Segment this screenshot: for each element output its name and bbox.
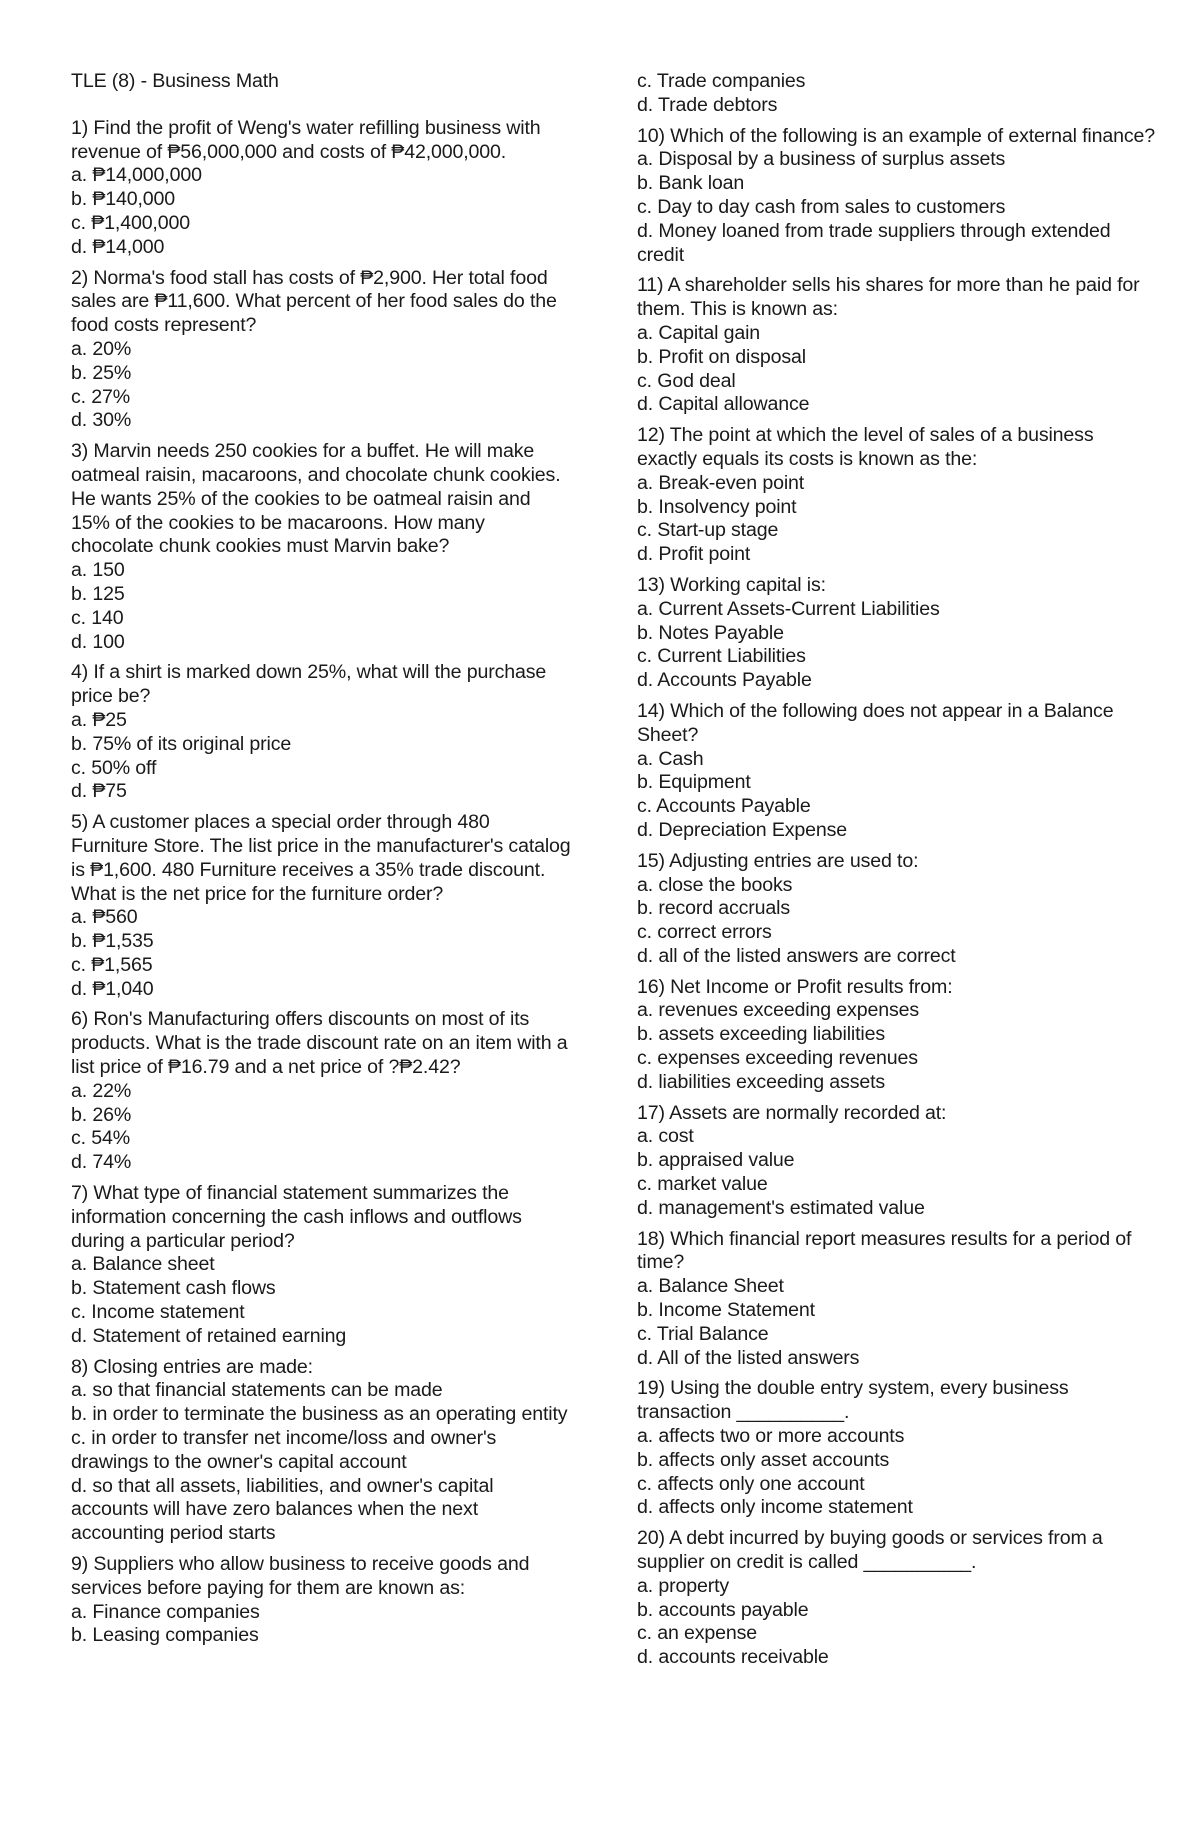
question-block — [71, 440, 571, 654]
answer-option: a. 20% — [71, 337, 132, 360]
answer-option: b. Profit on disposal — [637, 345, 806, 368]
answer-option: d. management's estimated value — [637, 1196, 925, 1219]
question-text: 18) Which financial report measures results for a period of time? — [637, 1227, 1132, 1274]
question-block — [637, 1228, 1157, 1371]
answer-option: b. 75% of its original price — [71, 732, 292, 755]
answer-option: b. record accruals — [637, 897, 791, 920]
answer-option: b. 26% — [71, 1103, 132, 1126]
answer-option: b. Statement cash flows — [71, 1277, 276, 1300]
answer-option: a. Break-even point — [637, 471, 805, 494]
question-text: 6) Ron's Manufacturing offers discounts on most of its products. What is the trade discount rate on an item with a list price of ₱16.79 and a net price of ?₱2.42? — [71, 1008, 568, 1079]
answer-option: d. Profit point — [637, 543, 751, 566]
question-block — [637, 574, 1157, 693]
answer-option: d. so that all assets, liabilities, and owner's capital accounts will have zero balances when the next accounting period starts — [71, 1474, 494, 1545]
answer-option: d. affects only income statement — [637, 1496, 913, 1519]
answer-option: d. ₱14,000 — [71, 235, 165, 258]
answer-option: c. market value — [637, 1173, 768, 1196]
answer-option: a. ₱14,000,000 — [71, 164, 202, 187]
answer-option: d. Money loaned from trade suppliers through extended credit — [637, 219, 1111, 266]
question-9-continuation — [637, 70, 1157, 118]
question-text: 5) A customer places a special order through 480 Furniture Store. The list price in the manufacturer's catalog is ₱1,600. 480 Furniture receives a 35% trade discount. What is the net price for the furniture order? — [71, 811, 571, 905]
answer-option: a. revenues exceeding expenses — [637, 999, 919, 1022]
answer-option: c. ₱1,400,000 — [71, 211, 190, 234]
question-block — [637, 1102, 1157, 1221]
question-block — [71, 1553, 571, 1648]
answer-option: b. ₱140,000 — [71, 188, 176, 211]
question-block — [637, 700, 1157, 843]
answer-option: b. 125 — [71, 582, 125, 605]
question-text: 10) Which of the following is an example of external finance? — [637, 124, 1155, 147]
answer-option: d. all of the listed answers are correct — [637, 944, 956, 967]
left-column — [71, 70, 571, 1655]
question-block — [71, 1356, 571, 1546]
answer-option: b. assets exceeding liabilities — [637, 1023, 886, 1046]
answer-option: c. Accounts Payable — [637, 795, 811, 818]
answer-option: c. 54% — [71, 1127, 131, 1150]
answer-option: c. 27% — [71, 385, 131, 408]
answer-option: d. Accounts Payable — [637, 669, 812, 692]
answer-option: c. 50% off — [71, 756, 157, 779]
answer-option: d. Capital allowance — [637, 393, 810, 416]
question-block — [637, 1527, 1157, 1670]
answer-option: b. Income Statement — [637, 1299, 815, 1322]
answer-option: b. Notes Payable — [637, 621, 784, 644]
answer-option: a. close the books — [637, 873, 793, 896]
question-text: 4) If a shirt is marked down 25%, what will the purchase price be? — [71, 661, 547, 708]
left-question-list — [71, 117, 571, 1648]
question-block — [637, 850, 1157, 969]
answer-option: b. Leasing companies — [71, 1624, 259, 1647]
answer-option: a. Cash — [637, 747, 704, 770]
question-block — [71, 117, 571, 260]
answer-option: b. Equipment — [637, 771, 751, 794]
question-block — [71, 811, 571, 1001]
question-text: 16) Net Income or Profit results from: — [637, 975, 953, 998]
question-block — [71, 267, 571, 434]
question-text: 1) Find the profit of Weng's water refilling business with revenue of ₱56,000,000 and costs of ₱42,000,000. — [71, 116, 541, 163]
question-text: 2) Norma's food stall has costs of ₱2,900. Her total food sales are ₱11,600. What percent of her food sales do the food costs represent? — [71, 266, 557, 337]
question-block — [637, 125, 1157, 268]
question-block — [637, 424, 1157, 567]
answer-option: a. so that financial statements can be made — [71, 1379, 443, 1402]
answer-option: a. cost — [637, 1125, 694, 1148]
answer-option: a. Balance sheet — [71, 1253, 215, 1276]
answer-option: b. Bank loan — [637, 172, 745, 195]
answer-option: d. accounts receivable — [637, 1646, 829, 1669]
question-text: 19) Using the double entry system, every business transaction __________. — [637, 1377, 1069, 1424]
answer-option: a. 150 — [71, 559, 125, 582]
question-text: 17) Assets are normally recorded at: — [637, 1101, 947, 1124]
answer-option: a. property — [637, 1574, 730, 1597]
answer-option: d. 100 — [71, 630, 125, 653]
answer-option: a. affects two or more accounts — [637, 1425, 905, 1448]
answer-option: a. 22% — [71, 1079, 132, 1102]
answer-option: b. accounts payable — [637, 1598, 809, 1621]
question-block — [637, 274, 1157, 417]
answer-option: d. ₱75 — [71, 780, 127, 803]
answer-option: c. an expense — [637, 1622, 758, 1645]
answer-option: b. 25% — [71, 361, 132, 384]
answer-option: c. God deal — [637, 369, 736, 392]
answer-option: d. liabilities exceeding assets — [637, 1070, 886, 1093]
question-block — [71, 1008, 571, 1175]
answer-option: c. Income statement — [71, 1301, 245, 1324]
question-text: 15) Adjusting entries are used to: — [637, 849, 919, 872]
answer-option: c. correct errors — [637, 921, 772, 944]
answer-option: d. Statement of retained earning — [71, 1324, 347, 1347]
question-text: 11) A shareholder sells his shares for more than he paid for them. This is known as: — [637, 274, 1140, 321]
answer-option: a. ₱560 — [71, 906, 138, 929]
answer-option: b. affects only asset accounts — [637, 1448, 890, 1471]
answer-option: d. Depreciation Expense — [637, 818, 848, 841]
question-text: 12) The point at which the level of sales of a business exactly equals its costs is known as the: — [637, 424, 1094, 470]
question-block — [637, 1377, 1157, 1520]
answer-option: c. Start-up stage — [637, 519, 779, 542]
question-text: 20) A debt incurred by buying goods or services from a supplier on credit is called __________. — [637, 1527, 1103, 1574]
question-text: 7) What type of financial statement summarizes the information concerning the cash inflows and outflows during a particular period? — [71, 1182, 522, 1252]
answer-option: a. Capital gain — [637, 321, 761, 344]
right-column — [637, 70, 1157, 1677]
question-block — [637, 976, 1157, 1095]
answer-option: c. in order to transfer net income/loss and owner's drawings to the owner's capital account — [71, 1427, 497, 1473]
answer-option: a. ₱25 — [71, 708, 127, 731]
answer-option: b. appraised value — [637, 1149, 795, 1172]
answer-option: a. Finance companies — [71, 1600, 260, 1623]
answer-option: c. Trial Balance — [637, 1322, 769, 1345]
answer-option: d. ₱1,040 — [71, 977, 154, 1000]
answer-option: c. Day to day cash from sales to customers — [637, 195, 1006, 218]
answer-option: d. 74% — [71, 1151, 132, 1174]
answer-option: a. Current Assets-Current Liabilities — [637, 597, 940, 620]
answer-option: d. Trade debtors — [637, 93, 778, 116]
answer-option: a. Disposal by a business of surplus assets — [637, 148, 1006, 171]
answer-option: c. 140 — [71, 606, 124, 629]
question-block — [71, 661, 571, 804]
question-text: 9) Suppliers who allow business to receive goods and services before paying for them are known as: — [71, 1553, 530, 1599]
answer-option: c. affects only one account — [637, 1472, 865, 1495]
answer-option: b. Insolvency point — [637, 495, 797, 518]
answer-option: d. 30% — [71, 409, 132, 432]
answer-option: d. All of the listed answers — [637, 1346, 860, 1369]
question-text: 14) Which of the following does not appear in a Balance Sheet? — [637, 699, 1114, 746]
question-text: 8) Closing entries are made: — [71, 1355, 313, 1378]
document-title: TLE (8) - Business Math — [71, 70, 279, 92]
answer-option: c. ₱1,565 — [71, 953, 153, 976]
answer-option: c. expenses exceeding revenues — [637, 1047, 918, 1070]
answer-option: b. in order to terminate the business as an operating entity — [71, 1403, 568, 1426]
answer-option: b. ₱1,535 — [71, 930, 154, 953]
answer-option: c. Current Liabilities — [637, 645, 806, 668]
answer-option: c. Trade companies — [637, 70, 806, 92]
question-text: 3) Marvin needs 250 cookies for a buffet. He will make oatmeal raisin, macaroons, and chocolate chunk cookies. He wants 25% of the cookies to be oatmeal raisin and 15% of the cookies to be macaroons. How many chocolate chunk cookies must Marvin bake? — [71, 440, 561, 558]
right-question-list — [637, 125, 1157, 1670]
answer-option: a. Balance Sheet — [637, 1275, 784, 1298]
question-block — [71, 1182, 571, 1349]
question-text: 13) Working capital is: — [637, 573, 826, 596]
